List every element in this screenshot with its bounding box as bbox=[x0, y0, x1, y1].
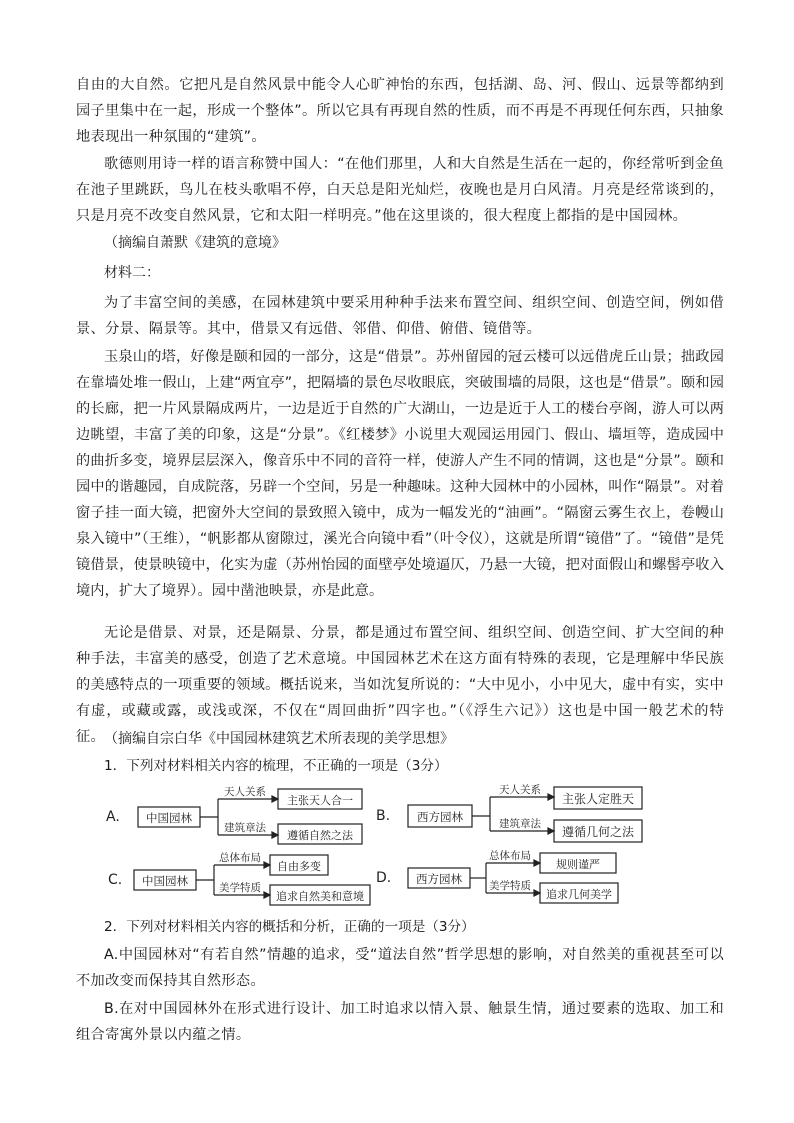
question-2: 2．下列对材料相关内容的概括和分析，正确的一项是（3分） bbox=[104, 919, 475, 935]
diagram-a-label-top: 天人关系 bbox=[224, 786, 266, 798]
diagram-b-label-bottom: 建筑章法 bbox=[499, 818, 541, 830]
diagram-d-box-top: 规则谨严 bbox=[556, 858, 600, 871]
paragraph-2: 歌德则用诗一样的语言称赞中国人：“在他们那里，人和大自然是生活在一起的，你经常听到金鱼在池子里跳跃，鸟儿在枝头歌唱不停，白天总是阳光灿烂，夜晚也是月白风清。月亮是经常谈到的，只是月亮不改变自然风景，它和太阳一样明亮。”他在这里谈的，很大程度上都指的是中国园林。 bbox=[76, 156, 724, 224]
diagram-c-label-bottom: 美学特质 bbox=[219, 882, 261, 894]
diagram-option-d bbox=[374, 848, 654, 910]
diagram-a-root: 中国园林 bbox=[146, 811, 192, 825]
diagram-b-root: 西方园林 bbox=[417, 810, 463, 824]
diagram-c-label-top: 总体布局 bbox=[219, 852, 261, 864]
option-b-text: B.在对中国园林外在形式进行设计、加工时追求以情入景、触景生情，通过要素的选取、加工和组合寄寓外景以内蕴之情。 bbox=[76, 1001, 724, 1043]
option-a-text: A.中国园林对“有若自然”情趣的追求，受“道法自然”哲学思想的影响，对自然美的重视甚至可以不加改变而保持其自然形态。 bbox=[76, 947, 724, 989]
diagram-c-letter: C. bbox=[108, 872, 123, 888]
diagram-d-letter: D. bbox=[376, 870, 392, 886]
source-citation-1: （摘编自萧默《建筑的意境》 bbox=[104, 235, 286, 251]
question-1: 1．下列对材料相关内容的梳理，不正确的一项是（3分） bbox=[104, 758, 448, 774]
source-citation-2: （摘编自宗白华《中国园林建筑艺术所表现的美学思想》 bbox=[104, 731, 454, 747]
diagram-c-box-top: 自由多变 bbox=[277, 860, 321, 873]
paragraph-1: 自由的大自然。它把凡是自然风景中能令人心旷神怡的东西，包括湖、岛、河、假山、远景等都纳到园子里集中在一起，形成一个整体”。所以它具有再现自然的性质，而不再是不再现任何东西，只抽象地表现出一种氛围的“建筑”。 bbox=[76, 77, 724, 145]
diagram-a-letter: A. bbox=[106, 809, 120, 825]
diagram-b-letter: B. bbox=[376, 808, 391, 824]
diagram-a-label-bottom: 建筑章法 bbox=[224, 822, 266, 834]
diagram-option-b bbox=[374, 784, 664, 846]
diagram-option-a bbox=[100, 786, 380, 848]
diagram-c-root: 中国园林 bbox=[142, 874, 188, 888]
diagram-b-box-bottom: 遵循几何之法 bbox=[561, 825, 635, 839]
diagram-a-box-bottom: 遵循自然之法 bbox=[287, 829, 353, 842]
paragraph-5: 无论是借景、对景，还是隔景、分景，都是通过布置空间、组织空间、创造空间、扩大空间的种种手法，丰富美的感受，创造了艺术意境。中国园林艺术在这方面有特殊的表现，它是理解中华民族的美感特点的一项重要的领域。概括说来，当如沈复所说的：“大中见小，小中见大，虚中有实，实中有虚，或藏或露，或浅或深，不仅在“周回曲折”四字也。”（《浮生六记》）这也是中国一般艺术的特征。 bbox=[76, 625, 724, 745]
diagram-c-box-bottom: 追求自然美和意境 bbox=[276, 890, 364, 903]
diagram-d-box-bottom: 追求几何美学 bbox=[546, 888, 612, 901]
paragraph-3: 为了丰富空间的美感，在园林建筑中要采用种种手法来布置空间、组织空间、创造空间，例如借景、分景、隔景等。其中，借景又有远借、邻借、仰借、俯借、镜借等。 bbox=[76, 295, 724, 337]
diagram-b-label-top: 天人关系 bbox=[499, 784, 541, 796]
diagram-b-box-top: 主张人定胜天 bbox=[561, 792, 635, 806]
diagram-option-c bbox=[100, 850, 390, 912]
diagram-a-box-top: 主张天人合一 bbox=[287, 794, 353, 807]
diagram-d-label-bottom: 美学特质 bbox=[489, 880, 531, 892]
diagram-d-label-top: 总体布局 bbox=[489, 850, 531, 862]
material-two-heading: 材料二： bbox=[104, 265, 160, 281]
diagram-d-root: 西方园林 bbox=[416, 872, 462, 886]
paragraph-4: 玉泉山的塔，好像是颐和园的一部分，这是“借景”。苏州留园的冠云楼可以远借虎丘山景；拙政园在靠墙处堆一假山，上建“两宜亭”，把隔墙的景色尽收眼底，突破围墙的局限，这也是“借景”。颐和园的长廊，把一片风景隔成两片，一边是近于自然的广大湖山，一边是近于人工的楼台亭阁，游人可以两边眺望，丰富了美的印象，这是“分景”。《红楼梦》小说里大观园运用园门、假山、墙垣等，造成园中的曲折多变，境界层层深入，像音乐中不同的音符一样，使游人产生不同的情调，这也是“分景”。颐和园中的谐趣园，自成院落，另辟一个空间，另是一种趣味。这种大园林中的小园林，叫作“隔景”。对着窗子挂一面大镜，把窗外大空间的景致照入镜中，成为一幅发光的“油画”。“隔窗云雾生衣上，卷幔山泉入镜中”（王维），“帆影都从窗隙过，溪光合向镜中看”（叶令仪），这就是所谓“镜借”了。“镜借”是凭镜借景，使景映镜中，化实为虚（苏州怡园的面壁亭处境逼仄，乃悬一大镜，把对面假山和螺髻亭收入境内，扩大了境界）。园中凿池映景，亦是此意。 bbox=[76, 349, 724, 599]
